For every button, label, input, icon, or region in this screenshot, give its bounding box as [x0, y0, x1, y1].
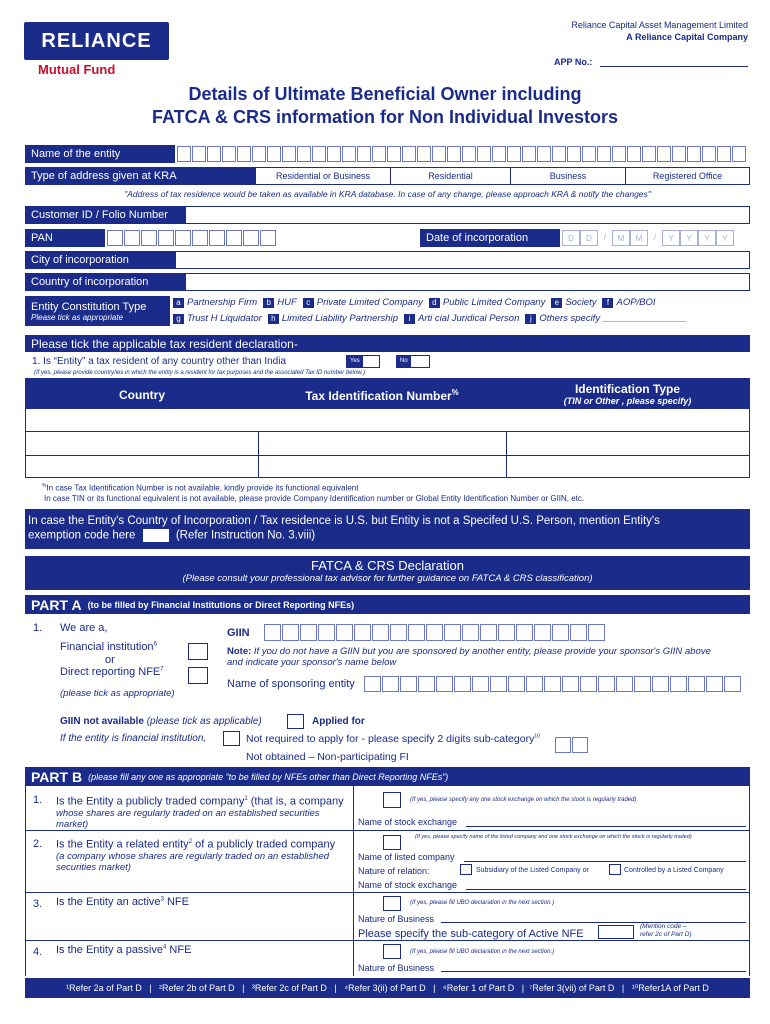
char-box [390, 624, 407, 641]
char-box [616, 676, 633, 692]
address-option-residential-business[interactable]: Residential or Business [256, 168, 391, 184]
city-label: City of incorporation [25, 251, 175, 269]
constitution-tag-a[interactable]: a [173, 298, 184, 308]
char-box [364, 676, 381, 692]
b3-yes-note: (If yes, please fill UBO declaration in the next section.) [410, 900, 555, 906]
not-required-checkbox[interactable] [223, 731, 240, 746]
b1-num: 1. [33, 794, 43, 806]
part-b-header: PART B (please fill any one as appropriate “to be filled by NFEs other than Direct Reporting NFEs”) [25, 767, 750, 786]
b2-yes-checkbox[interactable] [383, 835, 401, 850]
footer-refs: ¹Refer 2a of Part D | ²Refer 2b of Part D | ³Refer 2c of Part D | ⁴Refer 3(ii) of Part D | ⁶Refer 1 of Part D | ⁷Refer 3(vii) of Part D | ¹⁰Refer1A of Part D [25, 978, 750, 998]
company-line-1: Reliance Capital Asset Management Limited [571, 20, 748, 30]
char-box [657, 146, 671, 162]
address-option-registered[interactable]: Registered Office [652, 171, 723, 181]
no-button[interactable]: No [396, 355, 430, 368]
constitution-tag-h[interactable]: h [268, 314, 279, 324]
exemption-code-field[interactable] [143, 529, 169, 542]
char-box [260, 230, 276, 246]
applied-label: Applied for [312, 716, 365, 727]
char-box [507, 146, 521, 162]
char-box [552, 624, 569, 641]
constitution-tag-b[interactable]: b [263, 298, 274, 308]
constitution-option-e: Society [565, 297, 597, 308]
char-box [264, 624, 281, 641]
char-box [498, 624, 515, 641]
char-box [588, 624, 605, 641]
us-section: In case the Entity's Country of Incorporation / Tax residence is U.S. but Entity is not a Specifed U.S. Person, mention Entity's exemption code here (Refer Instruction No. 3.viii) [25, 509, 750, 549]
constitution-option-d: Public Limited Company [442, 297, 546, 308]
char-box [570, 624, 587, 641]
part-a-tick: (please tick as appropriate) [60, 688, 175, 699]
char-box [627, 146, 641, 162]
b2-exchange: Name of stock exchange [358, 880, 458, 890]
char-box [477, 146, 491, 162]
b3-num: 3. [33, 898, 43, 910]
b3-nature: Nature of Business [358, 914, 435, 924]
giin-note: Note: If you do not have a GIIN but you are sponsored by another entity, please provide your sponsor's GIIN above and indicate your sponsor's name below [227, 646, 711, 668]
char-box [372, 624, 389, 641]
company-line-2: A Reliance Capital Company [626, 32, 748, 42]
entity-name-label: Name of the entity [25, 145, 175, 163]
char-box [426, 624, 443, 641]
b4-yes-note: (If yes, please fill UBO declaration in the next section.) [410, 949, 555, 955]
char-box [124, 230, 140, 246]
tax-q1-note: (If yes, please provide country/ies in which the entity is a resident for tax purposes and the associated Tax ID number below.) [34, 370, 365, 376]
b1-yes-note: (If yes, please specify any one stock exchange on which the stock is regularly traded) [410, 797, 637, 803]
char-box [688, 676, 705, 692]
col-tin: Tax Identification Number% [305, 388, 459, 403]
logo-box [24, 22, 169, 60]
char-box [300, 624, 317, 641]
tax-q1: 1. Is “Entity” a tax resident of any country other than India [32, 356, 287, 367]
address-option-residential[interactable]: Residential [391, 168, 511, 184]
applied-checkbox[interactable] [287, 714, 304, 729]
char-box [508, 676, 525, 692]
constitution-row-1 [173, 297, 662, 308]
char-box [318, 624, 335, 641]
char-box [141, 230, 157, 246]
char-box [462, 146, 476, 162]
char-box [612, 146, 626, 162]
constitution-option-c: Private Limited Company [316, 297, 423, 308]
char-box [732, 146, 746, 162]
b4-nature: Nature of Business [358, 963, 435, 973]
entity-name-boxes[interactable] [177, 146, 747, 162]
char-box [552, 146, 566, 162]
pan-boxes[interactable] [107, 230, 277, 246]
doi-boxes[interactable]: D D / M M / Y Y Y Y [562, 230, 734, 246]
nfe-checkbox[interactable] [188, 667, 208, 684]
char-box [492, 146, 506, 162]
char-box [408, 624, 425, 641]
constitution-option-g: Trust H Liquidator [187, 313, 262, 324]
city-field[interactable] [175, 251, 750, 269]
page-title-1: Details of Ultimate Beneficial Owner including [188, 84, 582, 104]
constitution-tag-g[interactable]: g [173, 314, 184, 324]
part-a-fi: Financial institution$^6$ [60, 641, 157, 653]
char-box [382, 676, 399, 692]
b4-yes-checkbox[interactable] [383, 944, 401, 959]
char-box [357, 146, 371, 162]
char-box [717, 146, 731, 162]
b3-sub: Please specify the sub-category of Active NFE [358, 928, 584, 940]
char-box [522, 146, 536, 162]
logo-text: RELIANCE [41, 29, 152, 52]
part-a-or: or [105, 654, 115, 666]
customer-id-label: Customer ID / Folio Number [25, 206, 185, 224]
char-box [597, 146, 611, 162]
char-box [400, 676, 417, 692]
constitution-label: Entity Constitution Type Please tick as appropriate [25, 296, 170, 326]
part-a-header: PART A (to be filled by Financial Institutions or Direct Reporting NFEs) [25, 595, 750, 614]
active-nfe-code-box[interactable] [598, 925, 634, 939]
char-box [672, 146, 686, 162]
constitution-tag-j[interactable]: j [525, 314, 536, 324]
sponsor-boxes[interactable] [364, 676, 742, 692]
b4-num: 4. [33, 946, 43, 958]
char-box [490, 676, 507, 692]
logo-subtitle: Mutual Fund [38, 62, 116, 77]
char-box [107, 230, 123, 246]
b1-exchange: Name of stock exchange [358, 817, 458, 827]
tax-section-title: Please tick the applicable tax resident declaration- [25, 335, 750, 352]
char-box [462, 624, 479, 641]
char-box [237, 146, 251, 162]
char-box [207, 146, 221, 162]
char-box [454, 676, 471, 692]
char-box [444, 624, 461, 641]
address-options-row [255, 167, 750, 185]
constitution-tag-f[interactable]: f [602, 298, 613, 308]
part-a-nfe: Direct reporting NFE$^7$ [60, 666, 164, 678]
char-box [327, 146, 341, 162]
page-title-2: FATCA & CRS information for Non Individual Investors [151, 107, 618, 127]
not-obtained-label: Not obtained – Non-participating FI [246, 751, 409, 763]
char-box [177, 146, 191, 162]
char-box [642, 146, 656, 162]
char-box [567, 146, 581, 162]
constitution-tag-i[interactable]: i [404, 314, 415, 324]
subcategory-boxes[interactable] [555, 737, 588, 753]
char-box [516, 624, 533, 641]
address-type-label: Type of address given at KRA [25, 167, 255, 185]
char-box [562, 676, 579, 692]
char-box [582, 146, 596, 162]
tax-table [25, 378, 750, 478]
char-box [702, 146, 716, 162]
char-box [192, 230, 208, 246]
char-box [480, 624, 497, 641]
country-label: Country of incorporation [25, 273, 185, 291]
app-no-label: APP No.: [554, 57, 593, 67]
constitution-option-h: Limited Liability Partnership [281, 313, 398, 324]
if-fi-label: If the entity is financial institution, [60, 733, 207, 744]
country-field[interactable] [185, 273, 750, 291]
b2-yes-note: (If yes, please specify name of the listed company and one stock exchange on which the stock is regularly traded) [415, 834, 692, 840]
constitution-row-2 [173, 313, 693, 324]
b2-listed: Name of listed company [358, 852, 455, 862]
constitution-tag-d[interactable]: d [429, 298, 440, 308]
char-box [580, 676, 597, 692]
customer-id-field[interactable] [185, 206, 750, 224]
char-box [634, 676, 651, 692]
col-idtype-sub: (TIN or Other , please specify) [563, 396, 692, 406]
tax-footnote-2: In case TIN or its functional equivalent is not available, please provide Company Identification number or Global Entity Identification Number or GIIN, etc. [44, 494, 585, 503]
char-box [372, 146, 386, 162]
b1-text: Is the Entity a publicly traded company$^1$ (that is, a company whose shares are regularly traded on an established securities market) [56, 795, 344, 830]
char-box [243, 230, 259, 246]
app-no-line [600, 66, 748, 67]
yes-button[interactable]: Yes [346, 355, 380, 368]
part-a-num: 1. [33, 622, 43, 634]
char-box [417, 146, 431, 162]
tax-footnote-1: %In case Tax Identification Number is not available, kindly provide its functional equivalent [42, 483, 359, 493]
fatca-header: FATCA & CRS Declaration (Please consult your professional tax advisor for further guidance on FATCA & CRS classification) [25, 556, 750, 590]
char-box [267, 146, 281, 162]
fi-checkbox[interactable] [188, 643, 208, 660]
char-box [192, 146, 206, 162]
b3-mention: (Mention code – refer 2c of Part D) [640, 923, 692, 938]
constitution-option-i: Arti cial Juridical Person [417, 313, 520, 324]
col-idtype: Identification Type [574, 382, 681, 396]
constitution-option-j: Others specify ________________ [539, 313, 688, 324]
char-box [354, 624, 371, 641]
char-box [175, 230, 191, 246]
giin-na: GIIN not available (please tick as applicable) [60, 716, 262, 727]
char-box [537, 146, 551, 162]
pan-label: PAN [25, 229, 105, 247]
char-box [706, 676, 723, 692]
char-box [652, 676, 669, 692]
char-box [436, 676, 453, 692]
controlled-checkbox[interactable] [609, 864, 621, 875]
not-required-label: Not required to apply for - please specify 2 digits sub-category$^{10}$ [246, 733, 540, 745]
char-box [418, 676, 435, 692]
b2-subsidiary: Subsidiary of the Listed Company or [476, 867, 589, 874]
b1-yes-checkbox[interactable] [383, 792, 401, 808]
char-box [297, 146, 311, 162]
char-box [282, 146, 296, 162]
char-box [670, 676, 687, 692]
char-box [209, 230, 225, 246]
b2-relation: Nature of relation: [358, 866, 430, 876]
b2-text: Is the Entity a related entity$^2$ of a publicly traded company (a company whose shares are regularly traded on an established securities market) [56, 838, 336, 873]
constitution-option-b: HUF [277, 297, 297, 308]
constitution-option-f: AOP/BOI [616, 297, 656, 308]
b2-controlled: Controlled by a Listed Company [624, 867, 724, 874]
char-box [534, 624, 551, 641]
char-box [402, 146, 416, 162]
char-box [526, 676, 543, 692]
sponsor-label: Name of sponsoring entity [227, 678, 355, 690]
char-box [724, 676, 741, 692]
constitution-tag-c[interactable]: c [303, 298, 314, 308]
b3-yes-checkbox[interactable] [383, 896, 401, 911]
char-box [226, 230, 242, 246]
giin-label: GIIN [227, 627, 250, 639]
part-a-we: We are a, [60, 622, 108, 634]
subsidiary-checkbox[interactable] [460, 864, 472, 875]
char-box [544, 676, 561, 692]
doi-label: Date of incorporation [420, 229, 560, 247]
constitution-option-a: Partnership Firm [187, 297, 258, 308]
char-box [252, 146, 266, 162]
col-country: Country [119, 388, 165, 402]
char-box [432, 146, 446, 162]
char-box [472, 676, 489, 692]
char-box [342, 146, 356, 162]
b2-num: 2. [33, 838, 43, 850]
char-box [598, 676, 615, 692]
constitution-tag-e[interactable]: e [551, 298, 562, 308]
char-box [282, 624, 299, 641]
address-note: "Address of tax residence would be taken as available in KRA database. In case of any change, please approach KRA & notify the changes" [124, 189, 651, 199]
b4-text: Is the Entity a passive$^4$ NFE [56, 944, 192, 956]
char-box [222, 146, 236, 162]
char-box [447, 146, 461, 162]
char-box [312, 146, 326, 162]
char-box [158, 230, 174, 246]
char-box [387, 146, 401, 162]
char-box [687, 146, 701, 162]
char-box [336, 624, 353, 641]
b3-text: Is the Entity an active$^3$ NFE [56, 896, 189, 908]
address-option-business[interactable]: Business [511, 168, 626, 184]
giin-boxes[interactable] [264, 624, 606, 641]
